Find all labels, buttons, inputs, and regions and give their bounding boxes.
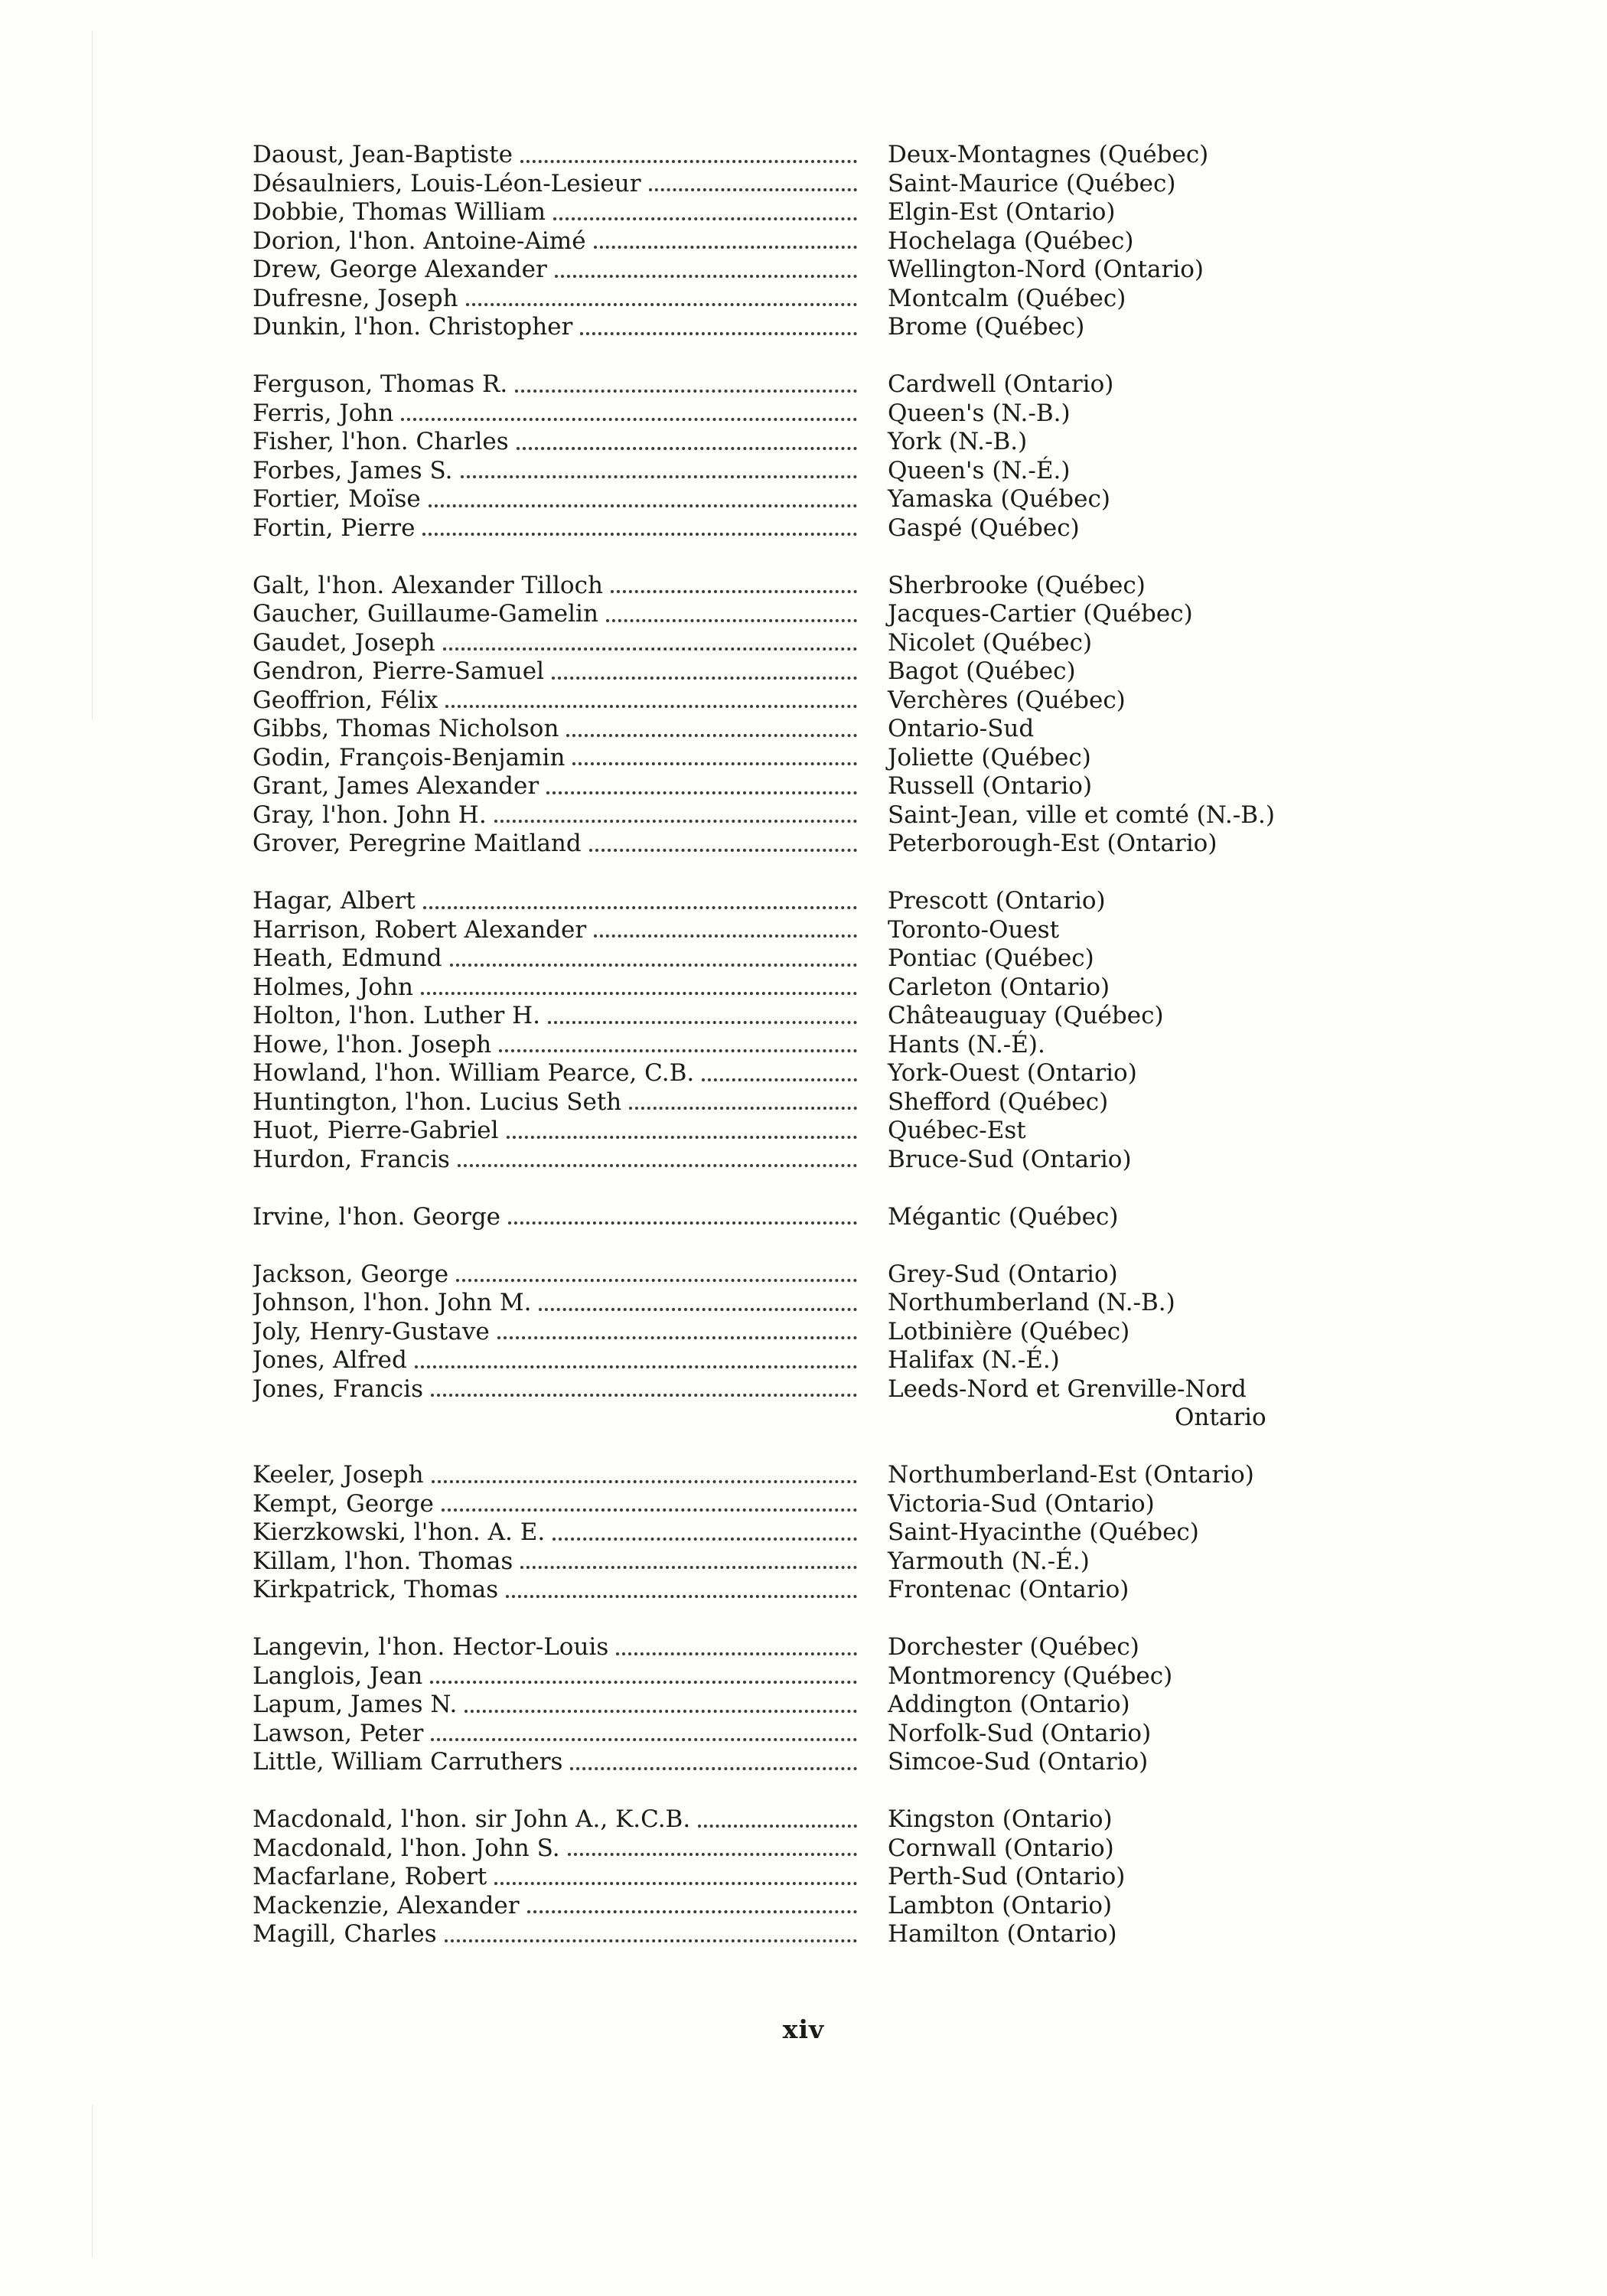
dot-leader (580, 332, 857, 335)
page-number: xiv (782, 2014, 825, 2044)
member-row (253, 1576, 1370, 1605)
member-name-cell (253, 1146, 857, 1175)
riding-name: Wellington-Nord (Ontario) (888, 256, 1204, 283)
riding-name: Peterborough-Est (Ontario) (888, 830, 1217, 857)
member-name: Kierzkowski, l'hon. A. E. (253, 1518, 546, 1546)
member-name: Gray, l'hon. John H. (253, 801, 487, 829)
member-row (253, 801, 1370, 830)
member-name-cell (253, 1748, 857, 1777)
member-name-cell (253, 801, 857, 830)
member-name: Dufresne, Joseph (253, 284, 458, 312)
member-name: Dunkin, l'hon. Christopher (253, 313, 573, 341)
riding-name: Pontiac (Québec) (888, 944, 1094, 972)
dot-leader (594, 934, 857, 938)
member-row (253, 1633, 1370, 1662)
member-name: Hurdon, Francis (253, 1145, 450, 1173)
riding-name: Deux-Montagnes (Québec) (888, 141, 1209, 168)
dot-leader (629, 1107, 857, 1110)
member-name-cell (253, 1375, 857, 1404)
dot-leader (494, 820, 857, 823)
member-row (253, 227, 1370, 256)
riding-name: Elgin-Est (Ontario) (888, 198, 1116, 226)
dot-leader (539, 1308, 857, 1311)
member-name-cell (253, 1920, 857, 1949)
dot-leader (432, 1480, 857, 1483)
member-name-cell (253, 830, 857, 859)
member-name-cell (253, 1863, 857, 1892)
dot-leader (423, 906, 857, 909)
riding-name: Nicolet (Québec) (888, 628, 1093, 657)
member-name-cell (253, 313, 857, 342)
member-row (253, 744, 1370, 773)
riding-name: Queen's (N.-B.) (888, 399, 1071, 427)
member-listing (253, 141, 1370, 1978)
dot-leader (552, 677, 857, 680)
member-row (253, 1863, 1370, 1892)
member-name: Grover, Peregrine Maitland (253, 830, 582, 857)
dot-leader (499, 1049, 857, 1052)
riding-name: Gaspé (Québec) (888, 514, 1080, 542)
member-name-cell (253, 744, 857, 773)
dot-leader (506, 1595, 857, 1598)
dot-leader (517, 447, 857, 450)
member-row (253, 141, 1370, 170)
member-name-cell (253, 687, 857, 716)
dot-leader (589, 849, 857, 852)
letter-group (253, 1805, 1370, 1949)
dot-leader (431, 1394, 857, 1397)
riding-name: Lotbinière (Québec) (888, 1317, 1130, 1345)
member-row (253, 170, 1370, 199)
member-name-cell (253, 1576, 857, 1605)
member-name-cell (253, 1088, 857, 1117)
dot-leader (431, 1738, 857, 1741)
dot-leader (507, 1136, 858, 1139)
member-name-cell (253, 600, 857, 629)
member-name-cell (253, 1518, 857, 1548)
member-name: Gibbs, Thomas Nicholson (253, 715, 559, 742)
member-row (253, 256, 1370, 285)
riding-name: Toronto-Ouest (888, 915, 1060, 944)
member-name-cell (253, 1203, 857, 1232)
riding-name: Hochelaga (Québec) (888, 227, 1134, 255)
dot-leader (443, 647, 857, 651)
member-name-cell (253, 1691, 857, 1720)
member-row (253, 772, 1370, 801)
member-name-cell (253, 141, 857, 170)
dot-leader (442, 1508, 857, 1512)
member-name-cell (253, 944, 857, 974)
scan-margin-mark (92, 31, 93, 719)
member-row (253, 1720, 1370, 1749)
member-name: Jones, Alfred (253, 1346, 407, 1374)
dot-leader (508, 1221, 857, 1225)
member-name-cell (253, 457, 857, 486)
dot-leader (430, 1681, 857, 1684)
member-name: Kirkpatrick, Thomas (253, 1576, 499, 1603)
member-row (253, 1059, 1370, 1088)
letter-group (253, 370, 1370, 543)
letter-group (253, 572, 1370, 859)
member-row (253, 1662, 1370, 1691)
member-name: Lawson, Peter (253, 1719, 424, 1747)
dot-leader (456, 1279, 857, 1282)
member-name: Macfarlane, Robert (253, 1863, 487, 1890)
member-row (253, 1892, 1370, 1921)
dot-leader (445, 705, 857, 708)
dot-leader (415, 1365, 857, 1368)
member-name: Geoffrion, Félix (253, 686, 438, 714)
member-name-cell (253, 572, 857, 601)
riding-name: Jacques-Cartier (Québec) (888, 600, 1193, 628)
member-name-cell (253, 1318, 857, 1347)
riding-name: Norfolk-Sud (Ontario) (888, 1719, 1152, 1747)
member-name: Grant, James Alexander (253, 772, 539, 800)
member-row (253, 600, 1370, 629)
member-name-cell (253, 227, 857, 256)
riding-name: Northumberland (N.-B.) (888, 1289, 1175, 1316)
member-name: Joly, Henry-Gustave (253, 1317, 490, 1345)
member-row (253, 457, 1370, 486)
dot-leader (466, 303, 857, 306)
member-name-cell (253, 514, 857, 543)
member-row (253, 428, 1370, 457)
member-row (253, 944, 1370, 974)
letter-group (253, 1633, 1370, 1777)
riding-name: Hants (N.-É). (888, 1030, 1045, 1058)
dot-leader (606, 619, 857, 622)
member-row (253, 313, 1370, 342)
member-row (253, 887, 1370, 916)
riding-name: Châteauguay (Québec) (888, 1002, 1164, 1029)
dot-leader (702, 1078, 857, 1081)
riding-name: Sherbrooke (Québec) (888, 571, 1146, 599)
riding-name: Frontenac (Ontario) (888, 1576, 1129, 1603)
member-name-cell (253, 1835, 857, 1864)
member-row (253, 629, 1370, 658)
dot-leader (594, 246, 857, 249)
member-name-cell (253, 1633, 857, 1662)
dot-leader (527, 1910, 857, 1913)
member-row (253, 1920, 1370, 1949)
member-name: Mackenzie, Alexander (253, 1891, 520, 1919)
member-name: Kempt, George (253, 1489, 434, 1518)
member-row (253, 1490, 1370, 1519)
member-name: Magill, Charles (253, 1920, 437, 1948)
member-name-cell (253, 1289, 857, 1318)
member-name-cell (253, 629, 857, 658)
riding-name: Ontario-Sud (888, 715, 1035, 742)
member-name-cell (253, 1261, 857, 1290)
dot-leader (546, 791, 857, 794)
letter-group (253, 1203, 1370, 1232)
riding-name: Yarmouth (N.-É.) (888, 1547, 1090, 1575)
riding-name: Brome (Québec) (888, 313, 1085, 341)
member-name-cell (253, 1548, 857, 1577)
riding-name: Perth-Sud (Ontario) (888, 1863, 1126, 1890)
member-row (253, 1748, 1370, 1777)
member-name-cell (253, 657, 857, 687)
riding-name: Saint-Maurice (Québec) (888, 169, 1176, 197)
riding-name: Addington (Ontario) (888, 1691, 1130, 1718)
dot-leader (555, 275, 857, 278)
member-row (253, 514, 1370, 543)
dot-leader (548, 1021, 857, 1024)
riding-name: Grey-Sud (Ontario) (888, 1260, 1118, 1288)
member-name: Howland, l'hon. William Pearce, C.B. (253, 1059, 695, 1087)
letter-group (253, 141, 1370, 342)
member-name-cell (253, 887, 857, 916)
dot-leader (568, 1853, 857, 1856)
member-name: Gaucher, Guillaume-Gamelin (253, 600, 598, 628)
dot-leader (421, 992, 857, 995)
riding-name: Queen's (N.-É.) (888, 456, 1071, 484)
riding-name: Joliette (Québec) (888, 743, 1091, 771)
member-row (253, 1548, 1370, 1577)
letter-group (253, 887, 1370, 1174)
member-name: Fisher, l'hon. Charles (253, 428, 509, 455)
riding-name: Victoria-Sud (Ontario) (888, 1489, 1155, 1518)
member-name-cell (253, 1117, 857, 1146)
member-name: Désaulniers, Louis-Léon-Lesieur (253, 169, 641, 197)
riding-name: York-Ouest (Ontario) (888, 1059, 1137, 1087)
member-name-cell (253, 916, 857, 945)
member-row (253, 1117, 1370, 1146)
dot-leader (497, 1336, 857, 1339)
member-name: Holmes, John (253, 973, 413, 1001)
member-row (253, 1375, 1370, 1404)
member-name: Macdonald, l'hon. John S. (253, 1834, 560, 1862)
member-row (253, 572, 1370, 601)
member-name: Hagar, Albert (253, 887, 416, 915)
member-row (253, 830, 1370, 859)
member-row (253, 715, 1370, 744)
riding-name: Cornwall (Ontario) (888, 1834, 1114, 1862)
riding-name: Lambton (Ontario) (888, 1891, 1113, 1919)
member-name-cell (253, 1490, 857, 1519)
riding-name: Dorchester (Québec) (888, 1633, 1139, 1661)
member-row (253, 1002, 1370, 1031)
member-row (253, 1318, 1370, 1347)
member-name: Howe, l'hon. Joseph (253, 1030, 492, 1058)
member-name-cell (253, 1805, 857, 1835)
member-name: Galt, l'hon. Alexander Tilloch (253, 571, 603, 599)
dot-leader (422, 533, 857, 536)
member-name: Langevin, l'hon. Hector-Louis (253, 1633, 609, 1661)
member-name: Macdonald, l'hon. sir John A., K.C.B. (253, 1805, 691, 1833)
dot-leader (570, 1767, 857, 1770)
riding-name: Kingston (Ontario) (888, 1805, 1113, 1833)
dot-leader (520, 160, 857, 163)
riding-name: York (N.-B.) (888, 428, 1028, 455)
dot-leader (649, 188, 857, 191)
member-row (253, 1261, 1370, 1290)
member-name: Heath, Edmund (253, 944, 442, 972)
dot-leader (445, 1939, 857, 1942)
member-name-cell (253, 1720, 857, 1749)
riding-name: Cardwell (Ontario) (888, 370, 1114, 398)
member-name-cell (253, 370, 857, 400)
member-name-cell (253, 485, 857, 514)
member-row (253, 687, 1370, 716)
member-name-cell (253, 1031, 857, 1060)
member-row (253, 1805, 1370, 1835)
member-name: Killam, l'hon. Thomas (253, 1547, 513, 1575)
riding-name: Halifax (N.-É.) (888, 1346, 1060, 1374)
member-row (253, 1346, 1370, 1375)
dot-leader (515, 390, 857, 393)
letter-group (253, 1461, 1370, 1605)
riding-name: Leeds-Nord et Grenville-Nord (888, 1375, 1247, 1403)
dot-leader (494, 1882, 857, 1885)
member-name: Godin, François-Benjamin (253, 743, 566, 771)
member-row (253, 916, 1370, 945)
member-name: Gaudet, Joseph (253, 628, 435, 657)
member-name-cell (253, 400, 857, 429)
member-row (253, 1203, 1370, 1232)
riding-name: Prescott (Ontario) (888, 887, 1106, 915)
riding-name: Shefford (Québec) (888, 1088, 1109, 1116)
member-name: Jones, Francis (253, 1375, 423, 1403)
member-name-cell (253, 772, 857, 801)
dot-leader (572, 762, 857, 765)
riding-name: Northumberland-Est (Ontario) (888, 1461, 1254, 1489)
member-name: Ferris, John (253, 399, 394, 427)
member-name: Dorion, l'hon. Antoine-Aimé (253, 227, 586, 255)
member-name: Holton, l'hon. Luther H. (253, 1002, 541, 1029)
member-name-cell (253, 974, 857, 1003)
member-name: Keeler, Joseph (253, 1461, 424, 1489)
riding-name: Québec-Est (888, 1117, 1026, 1144)
member-name: Huot, Pierre-Gabriel (253, 1117, 499, 1144)
riding-name: Verchères (Québec) (888, 686, 1126, 714)
member-row (253, 1088, 1370, 1117)
member-name: Fortier, Moïse (253, 485, 421, 513)
member-name-cell (253, 1662, 857, 1691)
dot-leader (464, 1710, 857, 1713)
dot-leader (553, 217, 857, 220)
member-name-cell (253, 715, 857, 744)
member-row (253, 370, 1370, 400)
riding-name: Montcalm (Québec) (888, 284, 1126, 312)
dot-leader (520, 1566, 857, 1569)
member-row (253, 485, 1370, 514)
member-row (253, 285, 1370, 314)
member-name-cell (253, 1059, 857, 1088)
member-row (253, 1289, 1370, 1318)
member-name: Gendron, Pierre-Samuel (253, 657, 544, 685)
member-name: Forbes, James S. (253, 456, 453, 484)
dot-leader (458, 1164, 857, 1167)
member-row (253, 657, 1370, 687)
riding-name: Simcoe-Sud (Ontario) (888, 1748, 1149, 1776)
member-name: Drew, George Alexander (253, 256, 547, 283)
member-name: Fortin, Pierre (253, 514, 416, 542)
riding-name: Saint-Jean, ville et comté (N.-B.) (888, 801, 1275, 829)
member-name: Johnson, l'hon. John M. (253, 1289, 532, 1316)
member-row (253, 1518, 1370, 1548)
member-name: Huntington, l'hon. Lucius Seth (253, 1088, 622, 1116)
member-name-cell (253, 285, 857, 314)
member-row (253, 1691, 1370, 1720)
member-row (253, 974, 1370, 1003)
member-name: Irvine, l'hon. George (253, 1202, 501, 1231)
member-row (253, 1031, 1370, 1060)
dot-leader (616, 1652, 857, 1655)
dot-leader (553, 1538, 857, 1541)
riding-name: Hamilton (Ontario) (888, 1920, 1117, 1948)
member-row (253, 1835, 1370, 1864)
dot-leader (698, 1825, 857, 1828)
riding-name: Russell (Ontario) (888, 772, 1093, 800)
member-name-cell (253, 1892, 857, 1921)
dot-leader (566, 734, 857, 737)
dot-leader (429, 504, 857, 507)
member-name-cell (253, 256, 857, 285)
member-name: Ferguson, Thomas R. (253, 370, 508, 398)
member-row (253, 400, 1370, 429)
member-name: Dobbie, Thomas William (253, 198, 546, 226)
riding-name: Bruce-Sud (Ontario) (888, 1145, 1132, 1173)
member-name-cell (253, 1461, 857, 1490)
dot-leader (450, 964, 857, 967)
member-name-cell (253, 198, 857, 227)
member-name: Little, William Carruthers (253, 1748, 563, 1776)
riding-continuation: Ontario (1175, 1404, 1266, 1431)
member-name-cell (253, 428, 857, 457)
scan-margin-mark (92, 2105, 93, 2258)
member-name-cell (253, 170, 857, 199)
letter-group (253, 1261, 1370, 1433)
member-row (253, 198, 1370, 227)
riding-name: Montmorency (Québec) (888, 1662, 1173, 1690)
member-row (253, 1461, 1370, 1490)
member-row (253, 1146, 1370, 1175)
member-name: Lapum, James N. (253, 1691, 458, 1718)
member-name: Langlois, Jean (253, 1662, 423, 1690)
riding-name: Carleton (Ontario) (888, 973, 1110, 1001)
dot-leader (461, 475, 857, 478)
dot-leader (611, 590, 857, 593)
member-name: Harrison, Robert Alexander (253, 915, 587, 944)
riding-name: Yamaska (Québec) (888, 485, 1110, 513)
riding-name: Saint-Hyacinthe (Québec) (888, 1518, 1199, 1546)
member-name: Daoust, Jean-Baptiste (253, 141, 513, 168)
riding-continuation-row (253, 1404, 1370, 1433)
member-name: Jackson, George (253, 1260, 449, 1288)
member-name-cell (253, 1346, 857, 1375)
dot-leader (401, 418, 857, 421)
riding-name: Bagot (Québec) (888, 657, 1076, 685)
member-name-cell (253, 1002, 857, 1031)
riding-name: Mégantic (Québec) (888, 1202, 1119, 1231)
